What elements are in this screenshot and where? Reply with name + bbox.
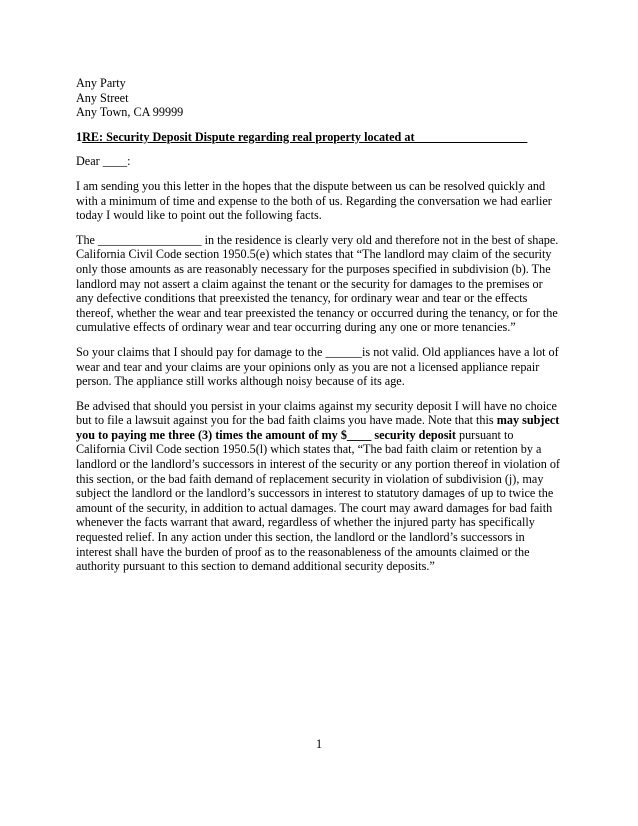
paragraph-appliance: So your claims that I should pay for damage to the ______is not valid. Old appliances have a lot of wear and tear and your claims are your opinions only as you are not a licensed appliance repair person. The appliance still works although noisy because of its age.	[76, 344, 559, 389]
recipient-address	[76, 76, 562, 120]
re-line-text: RE: Security Deposit Dispute regarding real property located at __________________	[82, 129, 528, 144]
recipient-name: Any Party	[76, 76, 126, 90]
bad-faith-warning: may subject you to paying me three (3) times the amount of my $____ security deposit	[76, 413, 560, 442]
bad-faith-quote: pursuant to California Civil Code section 1950.5(l) which states that, “The bad faith claim or retention by a landlord or the landlord’s successors in interest of the security or any portion thereof in violation of this section, or the bad faith demand of replacement security in violation of subdivision (j), may subject the landlord or the landlord’s successors in interest to statutory damages of up to twice the amount of the security, in addition to actual damages. The court may award damages for bad faith whenever the facts warrant that award, regardless of whether the injured party has specifically requested relief. In any action under this section, the landlord or the landlord’s successors in interest shall have the burden of proof as to the reasonableness of the amounts claimed or the authority pursuant to this section to demand additional security deposits.”	[76, 427, 560, 574]
salutation: Dear ____:	[76, 154, 131, 169]
re-line	[76, 130, 562, 145]
paragraph-civil-code-e: The _________________ in the residence is clearly very old and therefore not in the best of shape. California Civil Code section 1950.5(e) which states that “The landlord may claim of the security only those amounts as are reasonably necessary for the purposes specified in subdivision (b). The landlord may not assert a claim against the tenant or the security for damages to the premises or any defective conditions that preexisted the tenancy, for ordinary wear and tear or the effects thereof, whether the wear and tear preexisted the tenancy or occurred during the tenancy, or for the cumulative effects of ordinary wear and tear occurring during any one or more tenancies.”	[76, 232, 559, 335]
paragraph-bad-faith	[76, 399, 562, 574]
recipient-city: Any Town, CA 99999	[76, 105, 184, 120]
re-line-prefix: 1	[76, 129, 83, 144]
paragraph-intro: I am sending you this letter in the hopes that the dispute between us can be resolved quickly and with a minimum of time and expense to the both of us. Regarding the conversation we had earlier today I would like to point out the following facts.	[76, 178, 552, 223]
bad-faith-intro: Be advised that should you persist in your claims against my security deposit I will have no choice but to file a lawsuit against you for the bad faith claims you have made. Note that this	[76, 398, 557, 428]
page-number: 1	[315, 737, 323, 751]
recipient-street: Any Street	[76, 90, 129, 105]
letter-body	[76, 76, 562, 584]
